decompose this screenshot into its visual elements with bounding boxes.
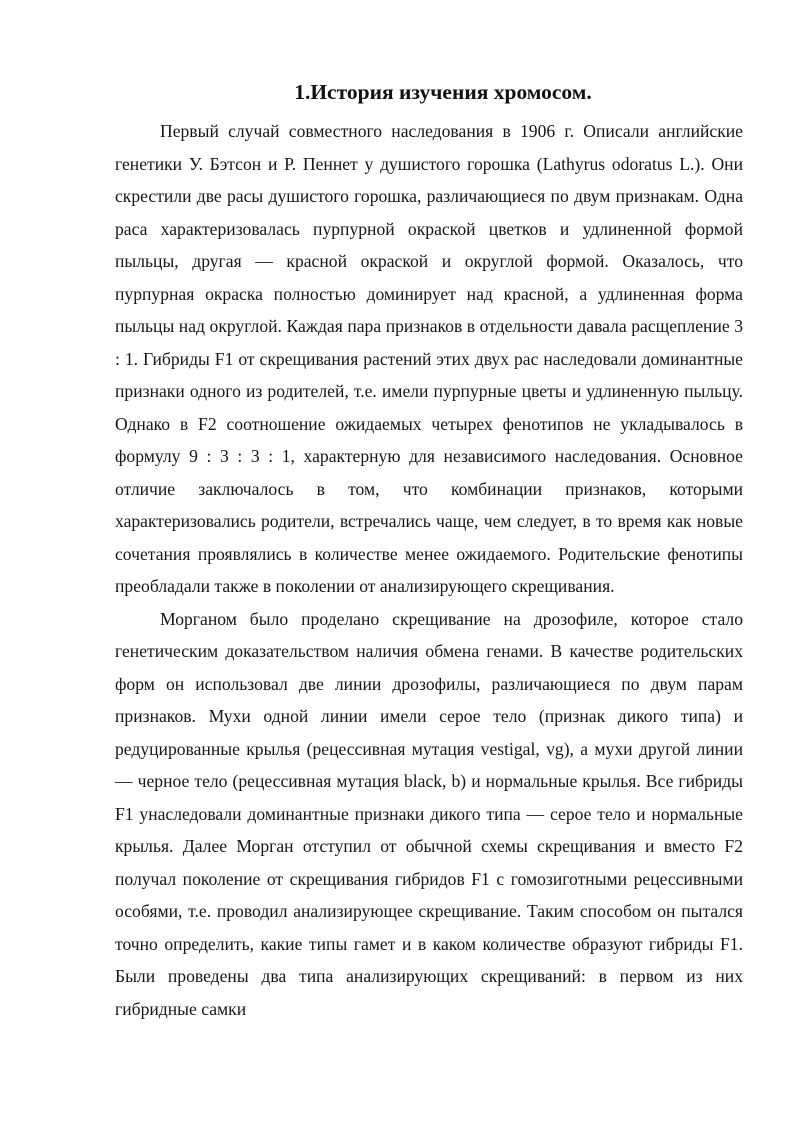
paragraph-batson-punnett: Первый случай совместного наследования в 1906 г. Описали английские генетики У. Бэтсон и Р. Пеннет у душистого горошка (Lathyrus odoratus L.). Они скрестили две расы душистого горошка, различающиеся по двум признакам. Одна раса характеризовалась пурпурной окраской цветков и удлиненной формой пыльцы, другая — красной окраской и округлой формой. Оказалось, что пурпурная окраска полностью доминирует над красной, а удлиненная форма пыльцы над округлой. Каждая пара признаков в отдельности давала расщепление 3 : 1. Гибриды F1 от скрещивания растений этих двух рас наследовали доминантные признаки одного из родителей, т.е. имели пурпурные цветы и удлиненную пыльцу. Однако в F2 соотношение ожидаемых четырех фенотипов не укладывалось в формулу 9 : 3 : 3 : 1, характерную для независимого наследования. Основное отличие заключалось в том, что комбинации признаков, которыми характеризовались родители, встречались чаще, чем следует, в то время как новые сочетания проявлялись в количестве менее ожидаемого. Родительские фенотипы преобладали также в поколении от анализирующего скрещивания. [115,121,743,596]
paragraph-morgan-drosophila: Морганом было проделано скрещивание на дрозофиле, которое стало генетическим доказательством наличия обмена генами. В качестве родительских форм он использовал две линии дрозофилы, различающиеся по двум парам признаков. Мухи одной линии имели серое тело (признак дикого типа) и редуцированные крылья (рецессивная мутация vestigal, vg), а мухи другой линии — черное тело (рецессивная мутация black, b) и нормальные крылья. Все гибриды F1 унаследовали доминантные признаки дикого типа — серое тело и нормальные крылья. Далее Морган отступил от обычной схемы скрещивания и вместо F2 получал поколение от скрещивания гибридов F1 с гомозиготными рецессивными особями, т.е. проводил анализирующее скрещивание. Таким способом он пытался точно определить, какие типы гамет и в каком количестве образуют гибриды F1. Были проведены два типа анализирующих скрещиваний: в первом из них гибридные самки [115,608,743,1019]
page-title: 1.История изучения хромосом. [294,80,592,104]
document-body [115,115,743,1025]
